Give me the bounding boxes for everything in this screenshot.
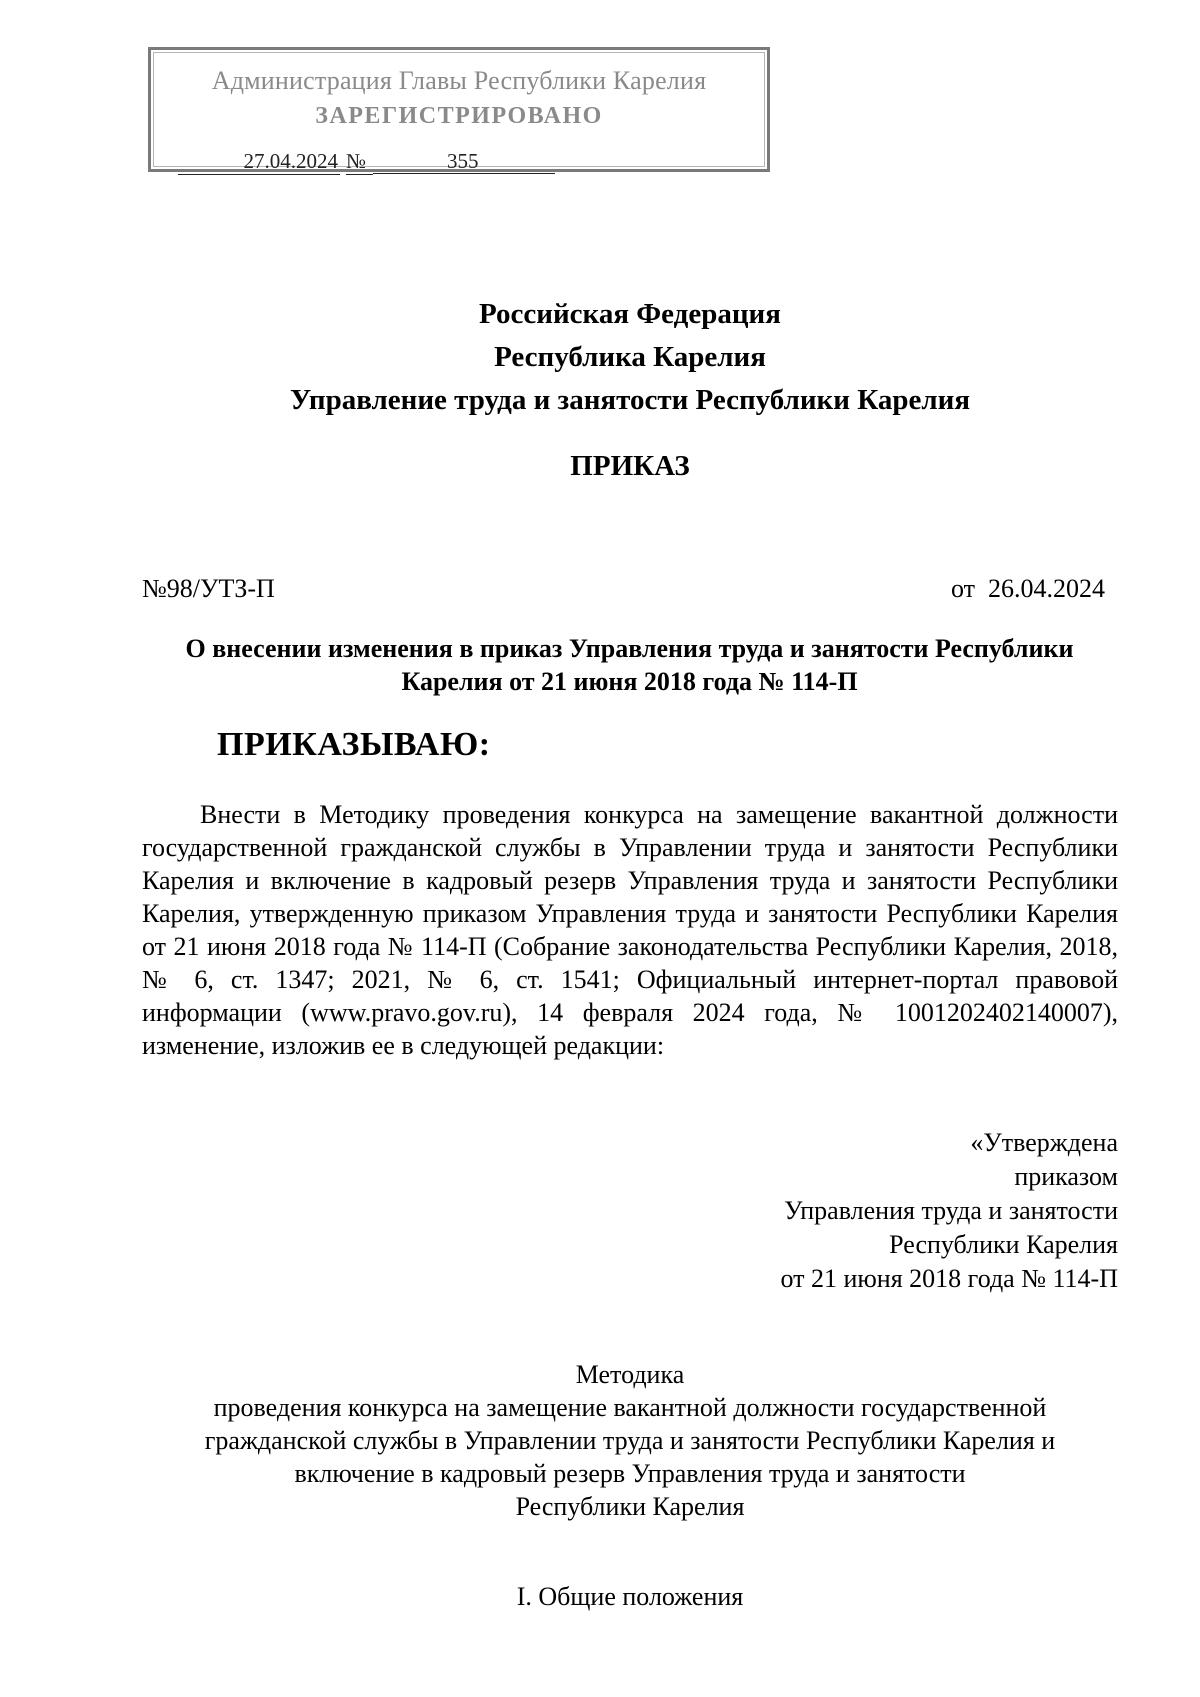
order-date-prefix: от [950, 574, 975, 603]
methodology-title-block [142, 1358, 1118, 1523]
stamp-date [178, 148, 340, 175]
order-subject [142, 632, 1117, 698]
methodology-line-3: включение в кадровый резерв Управления труда и занятости [294, 1459, 966, 1488]
methodology-title: Методика [575, 1360, 685, 1389]
stamp-number-label [346, 148, 373, 175]
section-heading: I. Общие положения [516, 1582, 744, 1611]
command-heading: ПРИКАЗЫВАЮ: [217, 726, 491, 763]
order-body-text: Внести в Методику проведения конкурса на замещение вакантной должности государственной гражданской службы в Управлении труда и занятости Республики Карелия и включение в кадровый резерв Управления труда и занятости Республики Карелия, утвержденную приказом Управления труда и занятости Республики Карелия от 21 июня 2018 года № 114-П (Собрание законодательства Республики Карелия, 2018, № 6, ст. 1347; 2021, № 6, ст. 1541; Официальный интернет-портал правовой информации (www.pravo.gov.ru), 14 февраля 2024 года, № 1001202402140007), изменение, изложив ее в следующей редакции: [142, 800, 1118, 1060]
header-country: Российская Федерация [479, 298, 781, 330]
approval-line-4: Республики Карелия [889, 1230, 1118, 1259]
stamp-number-sign: № [346, 149, 367, 173]
order-number: №98/УТЗ-П [142, 574, 275, 603]
header-region: Республика Карелия [494, 341, 766, 373]
approval-line-5: от 21 июня 2018 года № 114-П [780, 1264, 1118, 1293]
stamp-date-value: 27.04.2024 [243, 149, 338, 173]
stamp-number [373, 148, 555, 174]
subject-line-2: Карелия от 21 июня 2018 года № 114-П [401, 667, 858, 696]
stamp-organization: Администрация Главы Республики Карелия [211, 66, 707, 95]
header-agency: Управление труда и занятости Республики Карелия [289, 384, 971, 416]
methodology-line-4: Республики Карелия [515, 1492, 745, 1521]
stamp-number-value: 355 [447, 149, 479, 173]
stamp-status: ЗАРЕГИСТРИРОВАНО [315, 103, 603, 129]
methodology-line-1: проведения конкурса на замещение вакантной должности государственной [213, 1393, 1047, 1422]
order-date [951, 574, 1105, 604]
approval-block [780, 1126, 1118, 1296]
order-date-value: 26.04.2024 [988, 574, 1105, 603]
subject-line-1: О внесении изменения в приказ Управления труда и занятости Республики [185, 634, 1074, 663]
approval-line-2: приказом [1014, 1162, 1118, 1191]
document-type: ПРИКАЗ [570, 450, 690, 482]
methodology-line-2: гражданской службы в Управлении труда и занятости Республики Карелия и [204, 1426, 1056, 1455]
approval-line-3: Управления труда и занятости [784, 1196, 1118, 1225]
approval-line-1: «Утверждена [970, 1128, 1118, 1157]
